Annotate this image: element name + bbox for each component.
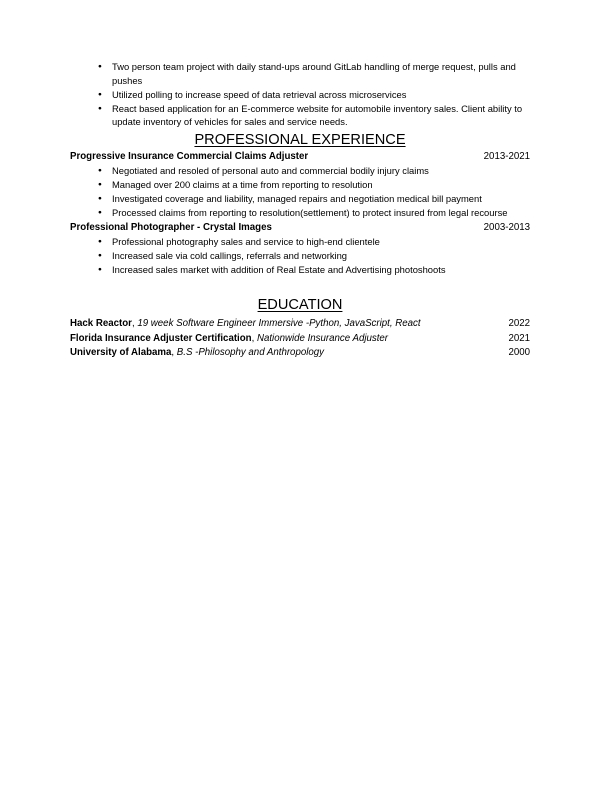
education-entry xyxy=(70,317,530,331)
section-heading-professional-experience xyxy=(70,131,530,149)
education-year: 2000 xyxy=(508,346,530,358)
list-item: ● Two person team project with daily stand-ups around GitLab handling of merge request, pulls and pushes xyxy=(70,60,530,87)
experience-bullet-list xyxy=(70,235,530,277)
list-item: ● Managed over 200 claims at a time from reporting to resolution xyxy=(70,178,530,192)
education-school: Hack Reactor xyxy=(70,318,132,330)
education-entry xyxy=(70,346,530,360)
education-entry-left xyxy=(70,346,324,360)
section-spacer xyxy=(70,277,530,294)
list-item: ● Professional photography sales and service to high-end clientele xyxy=(70,235,530,249)
experience-entry-header xyxy=(70,221,530,235)
section-heading-text: EDUCATION xyxy=(257,297,343,314)
list-item: ● Investigated coverage and liability, managed repairs and negotiation medical bill payment xyxy=(70,192,530,206)
list-item: ● Processed claims from reporting to resolution(settlement) to protect insured from legal recourse xyxy=(70,206,530,220)
education-entry-left xyxy=(70,332,388,346)
list-item: ● Increased sales market with addition of Real Estate and Advertising photoshoots xyxy=(70,263,530,277)
education-separator: , xyxy=(171,346,177,358)
education-school: Florida Insurance Adjuster Certification xyxy=(70,332,252,344)
education-year: 2021 xyxy=(508,332,530,344)
education-separator: , xyxy=(251,332,257,344)
list-item: ● Utilized polling to increase speed of data retrieval across microservices xyxy=(70,88,530,102)
education-detail: Nationwide Insurance Adjuster xyxy=(256,332,389,344)
list-item: ● Negotiated and resoled of personal auto and commercial bodily injury claims xyxy=(70,164,530,178)
section-heading-education xyxy=(70,296,530,314)
education-detail: B.S -Philosophy and Anthropology xyxy=(176,346,324,358)
section-heading-text: PROFESSIONAL EXPERIENCE xyxy=(194,131,406,148)
education-detail: 19 week Software Engineer Immersive -Python, JavaScript, React xyxy=(137,318,421,330)
experience-entry-header xyxy=(70,150,530,164)
intro-bullet-list xyxy=(70,60,530,129)
list-item: ● Increased sale via cold callings, referrals and networking xyxy=(70,249,530,263)
list-item: ● React based application for an E-commerce website for automobile inventory sales. Client ability to update inventory of vehicles for sales and service needs. xyxy=(70,102,530,129)
experience-entry-date: 2013-2021 xyxy=(483,150,530,162)
education-entry xyxy=(70,332,530,346)
experience-entry-title: Progressive Insurance Commercial Claims Adjuster xyxy=(70,150,309,162)
education-school: University of Alabama xyxy=(70,346,172,358)
experience-bullet-list xyxy=(70,164,530,220)
experience-entry-date: 2003-2013 xyxy=(483,221,530,233)
education-entry-left xyxy=(70,317,421,331)
education-separator: , xyxy=(131,318,138,330)
experience-entry-title: Professional Photographer - Crystal Images xyxy=(70,221,272,233)
education-list xyxy=(70,317,530,360)
education-year: 2022 xyxy=(508,318,530,330)
